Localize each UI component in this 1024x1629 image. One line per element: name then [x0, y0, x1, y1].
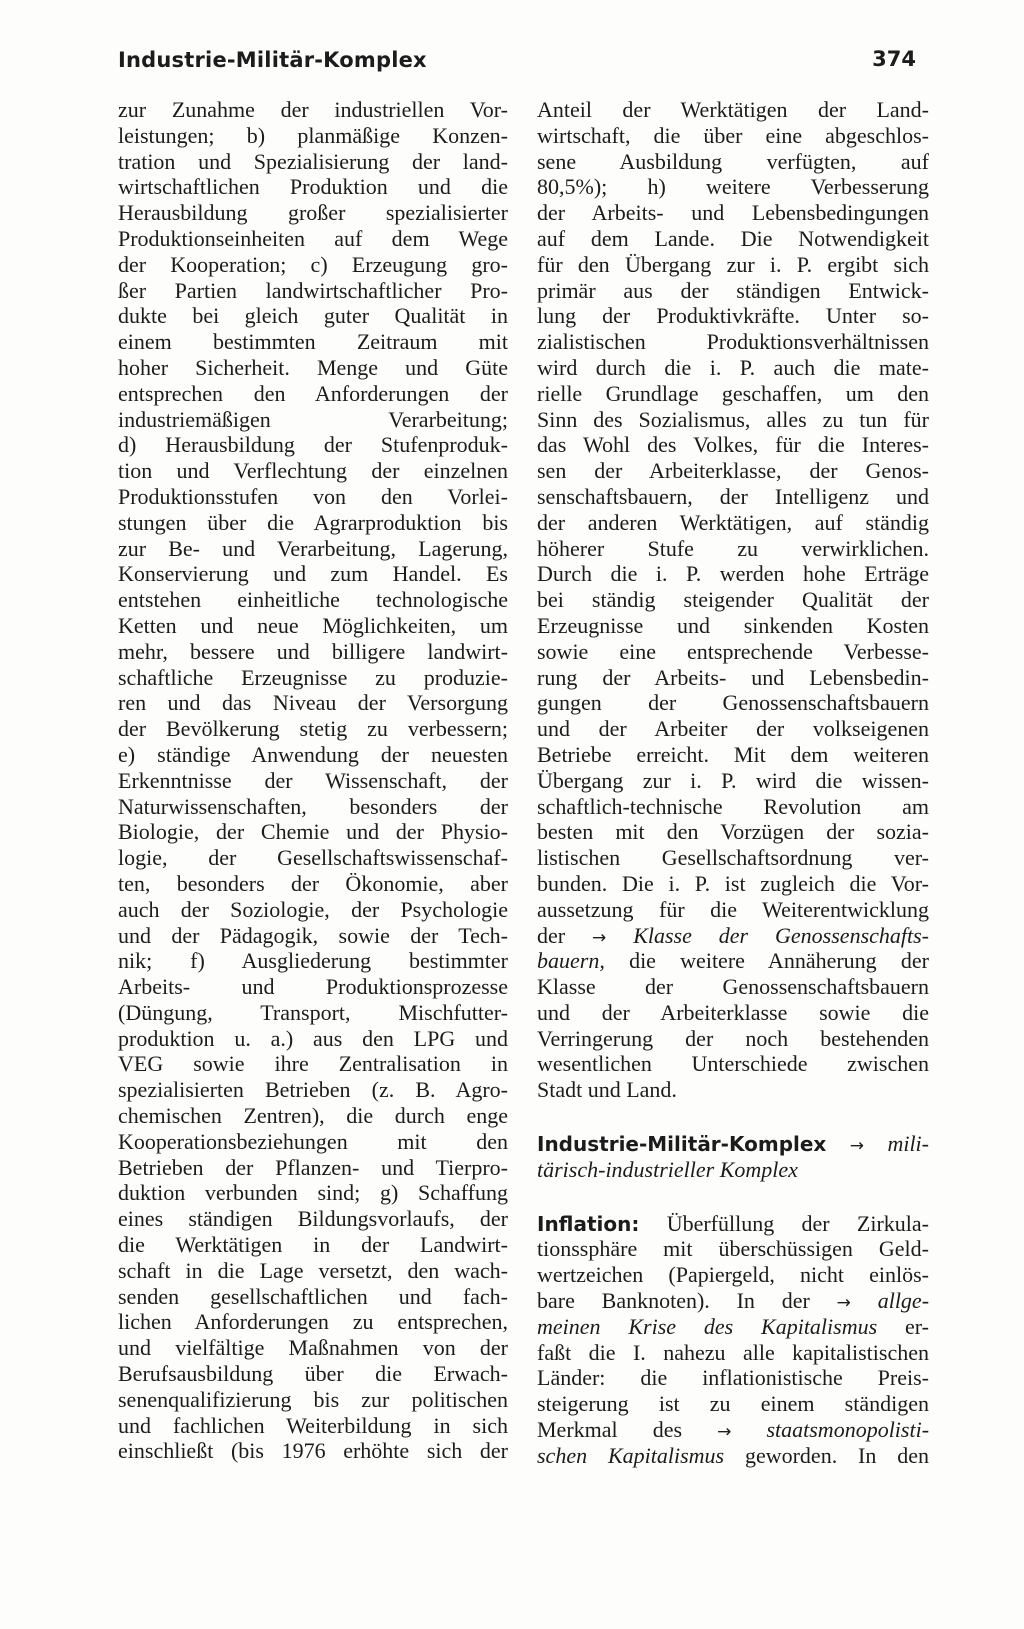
- cross-reference[interactable]: meinen Krise des Kapitalismus: [537, 1313, 878, 1339]
- text-line: nik; f) Ausgliederung bestimmter: [118, 948, 508, 974]
- text-line: eines ständigen Bildungsvorlaufs, der: [118, 1206, 508, 1232]
- text-line: einem bestimmten Zeitraum mit: [118, 329, 508, 355]
- text-line-with-reference: der → Klasse der Genossenschafts-: [537, 922, 929, 948]
- text-line: Erkenntnisse der Wissenschaft, der: [118, 767, 508, 793]
- text-line: tionssphäre mit überschüssigen Geld-: [537, 1236, 929, 1262]
- text-line: schaftlich-technische Revolution am: [537, 793, 929, 819]
- text-line: zur Be- und Verarbeitung, Lagerung,: [118, 535, 508, 561]
- text-line: produktion u. a.) aus den LPG und: [118, 1025, 508, 1051]
- text-line: bunden. Die i. P. ist zugleich die Vor-: [537, 870, 929, 896]
- right-text-column: [537, 97, 929, 1469]
- text-line: stungen über die Agrarproduktion bis: [118, 509, 508, 535]
- text-line: hoher Sicherheit. Menge und Güte: [118, 354, 508, 380]
- cross-reference[interactable]: allge-: [877, 1288, 929, 1314]
- cross-reference[interactable]: bauern,: [537, 948, 605, 974]
- text-line: auf dem Lande. Die Notwendigkeit: [537, 225, 929, 251]
- text-line: leistungen; b) planmäßige Konzen-: [118, 122, 508, 148]
- text-line: entsprechen den Anforderungen der: [118, 380, 508, 406]
- text-line: Biologie, der Chemie und der Physio-: [118, 819, 508, 845]
- text-line: das Wohl des Volkes, für die Interes-: [537, 432, 929, 458]
- text-line: wird durch die i. P. auch die mate-: [537, 354, 929, 380]
- text-line: lung der Produktivkräfte. Unter so-: [537, 303, 929, 329]
- text-line: lichen Anforderungen zu entsprechen,: [118, 1309, 508, 1335]
- text-line: schaft in die Lage versetzt, den wach-: [118, 1257, 508, 1283]
- text-line: Naturwissenschaften, besonders der: [118, 793, 508, 819]
- entry-headword: Industrie-Militär-Komplex: [537, 1132, 827, 1157]
- cross-reference[interactable]: mili-: [887, 1131, 929, 1157]
- text-line: zur Zunahme der industriellen Vor-: [118, 97, 508, 122]
- page-number: 374: [872, 47, 916, 71]
- text-line: und vielfältige Maßnahmen von der: [118, 1335, 508, 1361]
- text-line-with-reference: schen Kapitalismus geworden. In den: [537, 1442, 929, 1468]
- cross-reference[interactable]: Klasse der Genossenschafts-: [633, 922, 929, 948]
- arrow-icon: →: [836, 1293, 851, 1314]
- text-line: tration und Spezialisierung der land-: [118, 148, 508, 174]
- text-line: primär aus der ständigen Entwick-: [537, 277, 929, 303]
- text-line: die Werktätigen in der Landwirt-: [118, 1232, 508, 1258]
- text-line: (Düngung, Transport, Mischfutter-: [118, 999, 508, 1025]
- text-line-with-reference: bare Banknoten). In der → allge-: [537, 1288, 929, 1314]
- text-line: dukte bei gleich guter Qualität in: [118, 303, 508, 329]
- text-line: Länder: die inflationistische Preis-: [537, 1365, 929, 1391]
- text-line: und der Arbeiter der volkseigenen: [537, 716, 929, 742]
- text-line: e) ständige Anwendung der neuesten: [118, 741, 508, 767]
- text-line: sene Ausbildung verfügten, auf: [537, 148, 929, 174]
- text-line: mehr, bessere und billigere landwirt-: [118, 638, 508, 664]
- text-line: Ketten und neue Möglichkeiten, um: [118, 612, 508, 638]
- text-line: Berufsausbildung über die Erwach-: [118, 1361, 508, 1387]
- text-line: sowie eine entsprechende Verbesse-: [537, 638, 929, 664]
- right-column-body: [537, 97, 929, 923]
- text-line: entstehen einheitliche technologische: [118, 587, 508, 613]
- arrow-icon: →: [849, 1136, 865, 1157]
- text-line: besten mit den Vorzügen der sozia-: [537, 819, 929, 845]
- text-line: rung der Arbeits- und Lebensbedin-: [537, 664, 929, 690]
- text-line: senenqualifizierung bis zur politischen: [118, 1386, 508, 1412]
- text-line: auch der Soziologie, der Psychologie: [118, 896, 508, 922]
- text-line: wertzeichen (Papiergeld, nicht einlös-: [537, 1262, 929, 1288]
- text-line: Anteil der Werktätigen der Land-: [537, 97, 929, 122]
- text-line: faßt die I. nahezu alle kapitalistischen: [537, 1339, 929, 1365]
- text-line: aussetzung für die Weiterentwicklung: [537, 896, 929, 922]
- text-line: der Kooperation; c) Erzeugung gro-: [118, 251, 508, 277]
- text-line: ren und das Niveau der Versorgung: [118, 690, 508, 716]
- text-line: Produktionseinheiten auf dem Wege: [118, 225, 508, 251]
- text-line: Erzeugnisse und sinkenden Kosten: [537, 612, 929, 638]
- text-line: Konservierung und zum Handel. Es: [118, 561, 508, 587]
- text-line: bei ständig steigender Qualität der: [537, 587, 929, 613]
- cross-reference[interactable]: schen Kapitalismus: [537, 1442, 725, 1468]
- text-line-with-reference: bauern, die weitere Annäherung der: [537, 948, 929, 974]
- text-line: und der Arbeiterklasse sowie die: [537, 999, 929, 1025]
- text-line: Übergang zur i. P. wird die wissen-: [537, 767, 929, 793]
- text-line: und der Pädagogik, sowie der Tech-: [118, 922, 508, 948]
- text-line: Arbeits- und Produktionsprozesse: [118, 974, 508, 1000]
- text-line: für den Übergang zur i. P. ergibt sich: [537, 251, 929, 277]
- text-line: wirtschaftlichen Produktion und die: [118, 174, 508, 200]
- text-line: industriemäßigen Verarbeitung;: [118, 406, 508, 432]
- text-line-with-reference: Merkmal des → staatsmonopolisti-: [537, 1417, 929, 1443]
- text-line: ten, besonders der Ökonomie, aber: [118, 870, 508, 896]
- text-line: rielle Grundlage geschaffen, um den: [537, 380, 929, 406]
- text-line: Produktionsstufen von den Vorlei-: [118, 483, 508, 509]
- text-line: gungen der Genossenschaftsbauern: [537, 690, 929, 716]
- text-line: Betriebe erreicht. Mit dem weiteren: [537, 741, 929, 767]
- text-line: Verringerung der noch bestehenden: [537, 1025, 929, 1051]
- text-line: chemischen Zentren), die durch enge: [118, 1103, 508, 1129]
- text-line: wesentlichen Unterschiede zwischen: [537, 1051, 929, 1077]
- text-line: Herausbildung großer spezialisierter: [118, 200, 508, 226]
- text-line: VEG sowie ihre Zentralisation in: [118, 1051, 508, 1077]
- text-line: listischen Gesellschaftsordnung ver-: [537, 845, 929, 871]
- text-line: Klasse der Genossenschaftsbauern: [537, 974, 929, 1000]
- text-line: steigerung ist zu einem ständigen: [537, 1391, 929, 1417]
- text-line: tion und Verflechtung der einzelnen: [118, 458, 508, 484]
- text-line: duktion verbunden sind; g) Schaffung: [118, 1180, 508, 1206]
- cross-reference[interactable]: staatsmonopolisti-: [766, 1417, 929, 1443]
- text-line: Kooperationsbeziehungen mit den: [118, 1128, 508, 1154]
- arrow-icon: →: [592, 927, 607, 948]
- arrow-icon: →: [717, 1422, 732, 1443]
- text-line: der anderen Werktätigen, auf ständig: [537, 509, 929, 535]
- text-line: senden gesellschaftlichen und fach-: [118, 1283, 508, 1309]
- text-line: 80,5%); h) weitere Verbesserung: [537, 174, 929, 200]
- text-line: wirtschaft, die über eine abgeschlos-: [537, 122, 929, 148]
- text-line: und fachlichen Weiterbildung in sich: [118, 1412, 508, 1438]
- text-line: der Bevölkerung stetig zu verbessern;: [118, 716, 508, 742]
- entry-headword: Inflation:: [537, 1211, 640, 1236]
- entry-industrie-militaer-komplex: [537, 1131, 929, 1157]
- text-line: schaftliche Erzeugnisse zu produzie-: [118, 664, 508, 690]
- text-line: spezialisierten Betrieben (z. B. Agro-: [118, 1077, 508, 1103]
- text-line: d) Herausbildung der Stufenproduk-: [118, 432, 508, 458]
- entry-inflation: Inflation: Überfüllung der Zirkula-: [537, 1210, 929, 1236]
- text-line: ßer Partien landwirtschaftlicher Pro-: [118, 277, 508, 303]
- text-line: höherer Stufe zu verwirklichen.: [537, 535, 929, 561]
- left-text-column: [118, 97, 508, 1464]
- running-header-title: Industrie-Militär-Komplex: [118, 48, 427, 72]
- text-line: einschließt (bis 1976 erhöhte sich der: [118, 1438, 508, 1464]
- text-line: [537, 1157, 929, 1183]
- text-line: sen der Arbeiterklasse, der Genos-: [537, 458, 929, 484]
- text-line: senschaftsbauern, der Intelligenz und: [537, 483, 929, 509]
- text-line: der Arbeits- und Lebensbedingungen: [537, 200, 929, 226]
- text-line: Stadt und Land.: [537, 1077, 677, 1103]
- cross-reference[interactable]: tärisch-industrieller Komplex: [537, 1156, 798, 1182]
- text-line: Durch die i. P. werden hohe Erträge: [537, 561, 929, 587]
- right-column-tail: [537, 974, 929, 1103]
- text-line-with-reference: meinen Krise des Kapitalismus er-: [537, 1313, 929, 1339]
- text-line: Betrieben der Pflanzen- und Tierpro-: [118, 1154, 508, 1180]
- text-line: zialistischen Produktionsverhältnissen: [537, 329, 929, 355]
- text-line: Sinn des Sozialismus, alles zu tun für: [537, 406, 929, 432]
- text-line: logie, der Gesellschaftswissenschaf-: [118, 845, 508, 871]
